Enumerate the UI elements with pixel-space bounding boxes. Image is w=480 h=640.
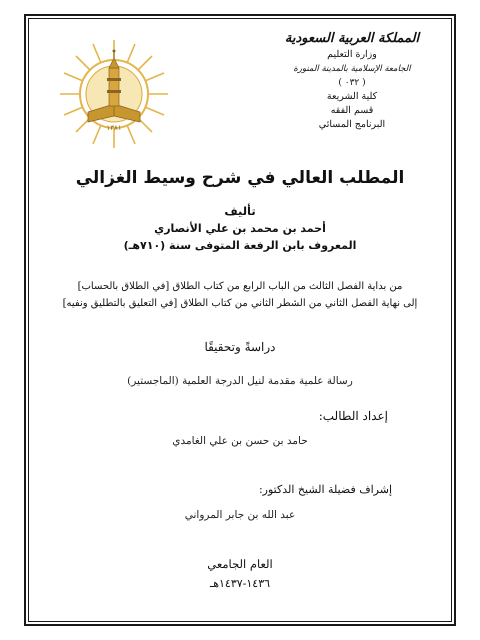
faculty-name: كلية الشريعة bbox=[326, 91, 378, 102]
author-known-as: المعروف بابن الرفعة المتوفى سنة (٧١٠هـ) bbox=[123, 239, 357, 252]
scope-description bbox=[52, 278, 428, 312]
university-emblem bbox=[58, 38, 170, 150]
institution-header bbox=[282, 30, 422, 132]
author-block bbox=[40, 203, 440, 254]
scope-line-1: من بداية الفصل الثالث من الباب الرابع من كتاب الطلاق [في الطلاق بالحساب] bbox=[77, 281, 403, 292]
prepared-by-label: إعداد الطالب: bbox=[318, 409, 388, 423]
supervisor-name: عبد الله بن جابر المرواني bbox=[184, 509, 296, 521]
kingdom-name: المملكة العربية السعودية bbox=[284, 31, 420, 46]
degree-statement: رسالة علمية مقدمة لنيل الدرجة العلمية (الماجستير) bbox=[127, 375, 353, 387]
program-name: البرنامج المسائي bbox=[318, 119, 386, 130]
ministry-name: وزارة التعليم bbox=[327, 49, 377, 60]
academic-year-value: ١٤٣٦-١٤٣٧هـ bbox=[209, 577, 271, 590]
thesis-title: المطلب العالي في شرح وسيط الغزالي bbox=[75, 168, 405, 188]
department-name: قسم الفقه bbox=[330, 105, 374, 116]
supervisor-label: إشراف فضيلة الشيخ الدكتور: bbox=[258, 483, 392, 496]
author-name: أحمد بن محمد بن علي الأنصاري bbox=[154, 222, 326, 235]
academic-year-label: العام الجامعي bbox=[207, 557, 273, 571]
reference-number: ( ٠٣٢ ) bbox=[338, 78, 366, 88]
student-name: حامد بن حسن بن علي الغامدي bbox=[172, 435, 308, 447]
emblem-year: ١٣٨١ bbox=[106, 124, 122, 132]
minaret-icon bbox=[107, 50, 121, 107]
scope-line-2: إلى نهاية الفصل الثاني من الشطر الثاني من كتاب الطلاق [في التعليق بالتطليق ونفيه] bbox=[62, 298, 418, 309]
author-label: تأليف bbox=[224, 204, 256, 218]
university-name: الجامعة الإسلامية بالمدينة المنورة bbox=[293, 64, 411, 74]
study-heading: دراسةً وتحقيقًا bbox=[204, 340, 276, 354]
